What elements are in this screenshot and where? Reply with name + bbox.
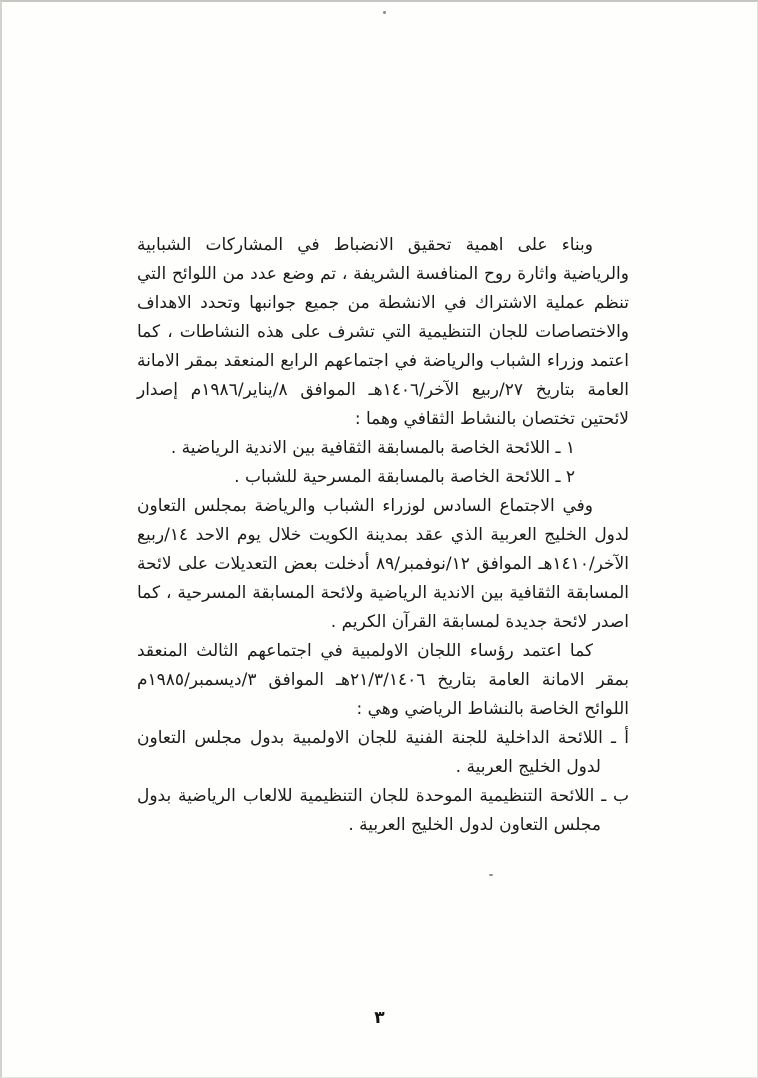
- page-number: ٣: [374, 1008, 385, 1028]
- paragraph-sixth-meeting-kuwait: وفي الاجتماع السادس لوزراء الشباب والرياضة بمجلس التعاون لدول الخليج العربية الذي عقد بمدينة الكويت خلال يوم الاحد ١٤/ربيع الآخر/١٤١٠هـ الموافق ١٢/نوفمبر/٨٩ أدخلت بعض التعديلات على لائحة المسابقة الثقافية بين الاندية الرياضية ولائحة المسابقة المسرحية ، كما اصدر لائحة جديدة لمسابقة القرآن الكريم .: [137, 496, 629, 632]
- list-item-1-cultural-competition: ١ ـ اللائحة الخاصة بالمسابقة الثقافية بين الاندية الرياضية .: [170, 438, 575, 458]
- body-text: [137, 231, 629, 840]
- paragraph-intro-discipline: وبناء على اهمية تحقيق الانضباط في المشاركات الشبابية والرياضية واثارة روح المنافسة الشريفة ، تم وضع عدد من اللوائح التي تنظم عملية الاشتراك في الانشطة من جميع جوانبها وتحدد الاهداف والاختصاصات للجان التنظيمية التي تشرف على هذه النشاطات ، كما اعتمد وزراء الشباب والرياضة في اجتماعهم الرابع المنعقد بمقر الامانة العامة بتاريخ ٢٧/ربيع الآخر/١٤٠٦هـ الموافق ٨/يناير/١٩٨٦م إصدار لائحتين تختصان بالنشاط الثقافي وهما :: [137, 235, 629, 429]
- list-item-b-unified-regulation: ب ـ اللائحة التنظيمية الموحدة للجان التنظيمية للالعاب الرياضية بدول مجلس التعاون لدول الخليج العربية .: [137, 786, 629, 835]
- list-item-2-theater-competition: ٢ ـ اللائحة الخاصة بالمسابقة المسرحية للشباب .: [234, 467, 575, 487]
- scan-speck-bottom: [489, 874, 493, 876]
- scan-speck-top: [383, 11, 386, 14]
- paragraph-olympic-committees-third-meeting: كما اعتمد رؤساء اللجان الاولمبية في اجتماعهم الثالث المنعقد بمقر الامانة العامة بتاريخ ٢١/٣/١٤٠٦هـ الموافق ٣/ديسمبر/١٩٨٥م اللوائح الخاصة بالنشاط الرياضي وهي :: [137, 641, 629, 719]
- list-item-a-internal-regulation: أ ـ اللائحة الداخلية للجنة الفنية للجان الاولمبية بدول مجلس التعاون لدول الخليج العربية .: [137, 728, 629, 777]
